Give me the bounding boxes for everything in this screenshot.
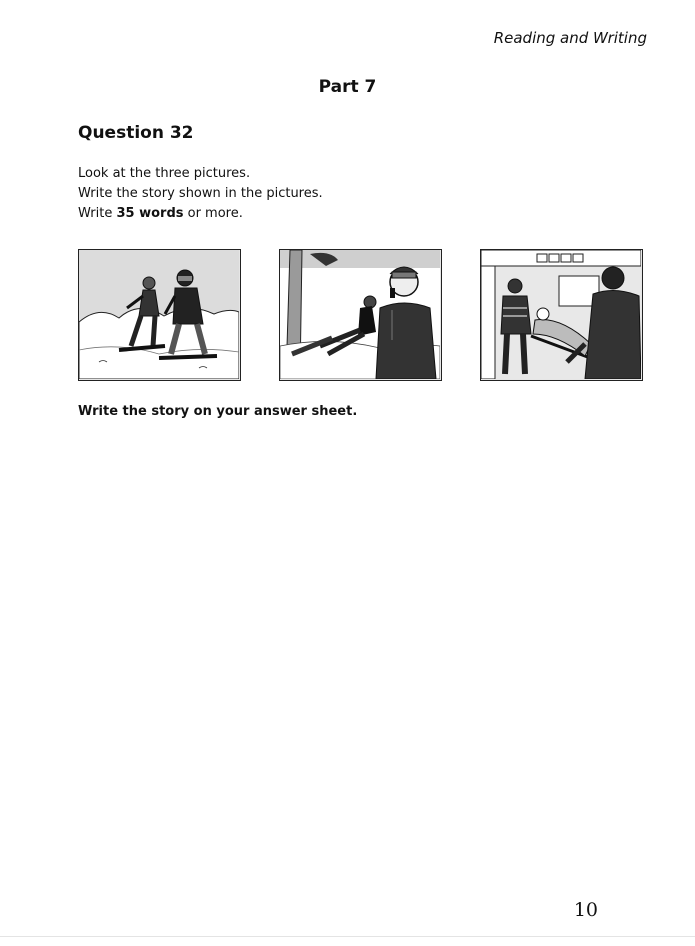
instructions [78, 164, 323, 224]
section-header: Reading and Writing [493, 29, 647, 47]
part-title: Part 7 [318, 77, 377, 97]
accident-illustration [280, 250, 440, 379]
question-title: Question 32 [78, 123, 194, 143]
length-prefix: Write [78, 206, 117, 221]
length-suffix: or more. [183, 206, 243, 221]
page-number: 10 [573, 899, 598, 921]
ambulance-illustration [481, 250, 641, 379]
fallen-snowboarder-phone-call-picture [279, 249, 442, 381]
snowboarding-friends-picture [78, 249, 241, 381]
ambulance-stretcher-picture [480, 249, 643, 381]
instruction-length-line [78, 204, 323, 224]
page-bottom-divider [0, 936, 695, 937]
snowboarding-illustration [79, 250, 239, 379]
answer-sheet-instruction: Write the story on your answer sheet. [78, 404, 358, 419]
word-count: 35 words [116, 206, 184, 221]
instruction-line: Look at the three pictures. [78, 166, 251, 181]
instruction-line: Write the story shown in the pictures. [78, 186, 323, 201]
